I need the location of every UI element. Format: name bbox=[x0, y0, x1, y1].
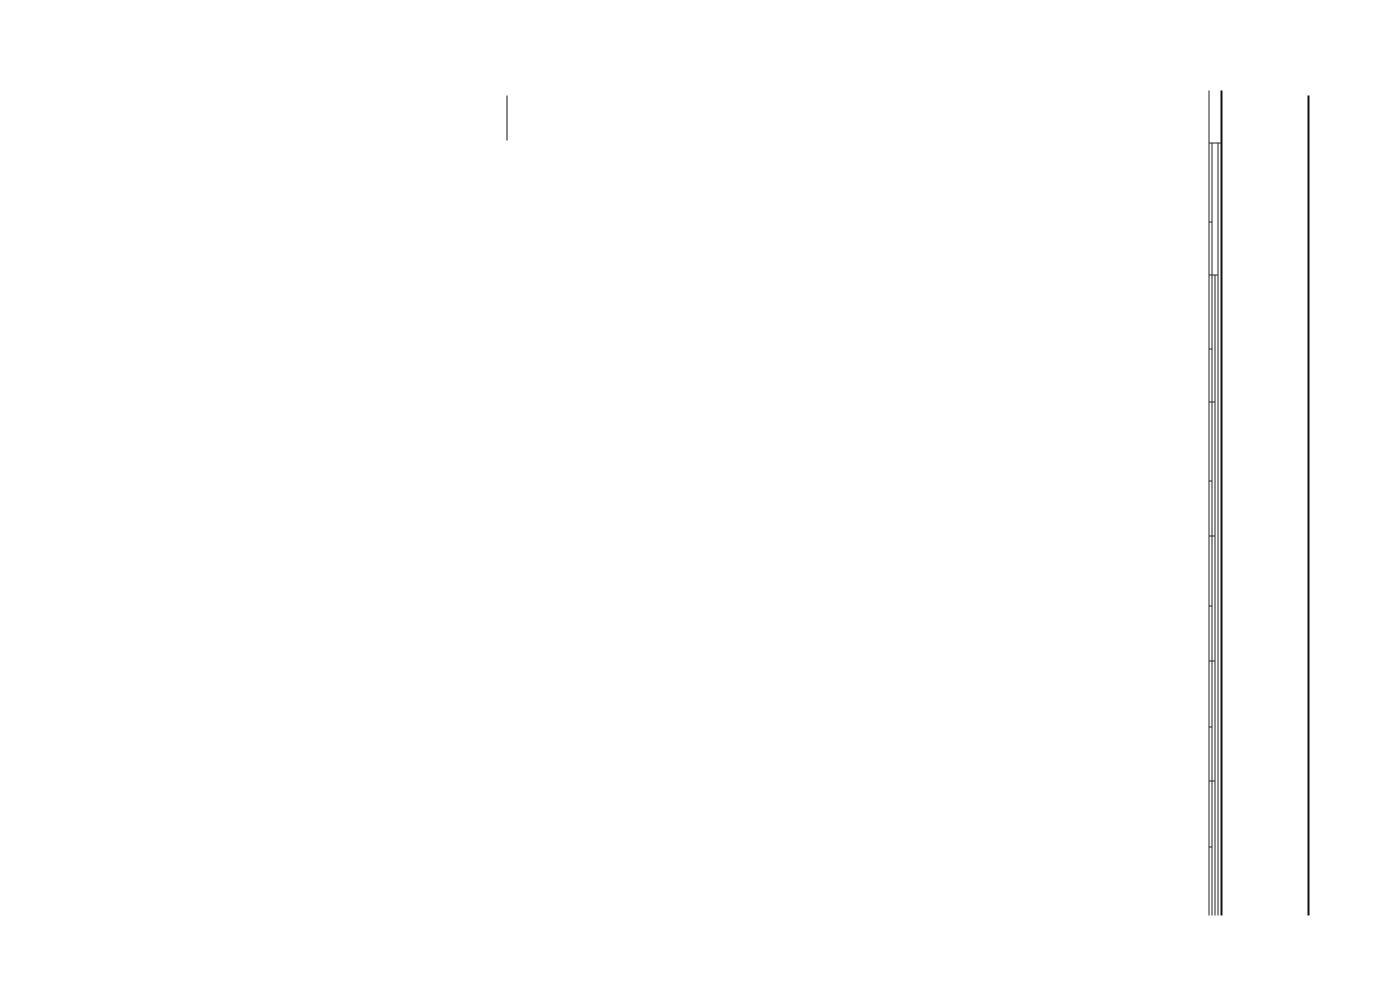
header-jahr bbox=[1209, 90, 1222, 143]
header-absolut bbox=[1209, 143, 1212, 222]
header-anhaengig bbox=[1218, 143, 1222, 915]
header-auf100 bbox=[1209, 605, 1212, 660]
header-rentensachen bbox=[1212, 143, 1218, 275]
header-auf100 bbox=[1209, 222, 1212, 275]
footnote-rule bbox=[506, 95, 507, 140]
header-absolut bbox=[1209, 660, 1212, 726]
header-rule bbox=[1307, 95, 1309, 915]
dfg-credit bbox=[6, 8, 17, 15]
header-absolut bbox=[1209, 781, 1212, 847]
header-auf100 bbox=[1209, 349, 1212, 402]
header-auf100 bbox=[1209, 726, 1212, 781]
header-absolut bbox=[1209, 535, 1212, 605]
header-absolut bbox=[1209, 274, 1212, 349]
header-auf100 bbox=[1209, 847, 1212, 915]
berufungen-table bbox=[1209, 90, 1223, 915]
header-absolut bbox=[1209, 401, 1212, 480]
header-auf100 bbox=[1209, 480, 1212, 535]
